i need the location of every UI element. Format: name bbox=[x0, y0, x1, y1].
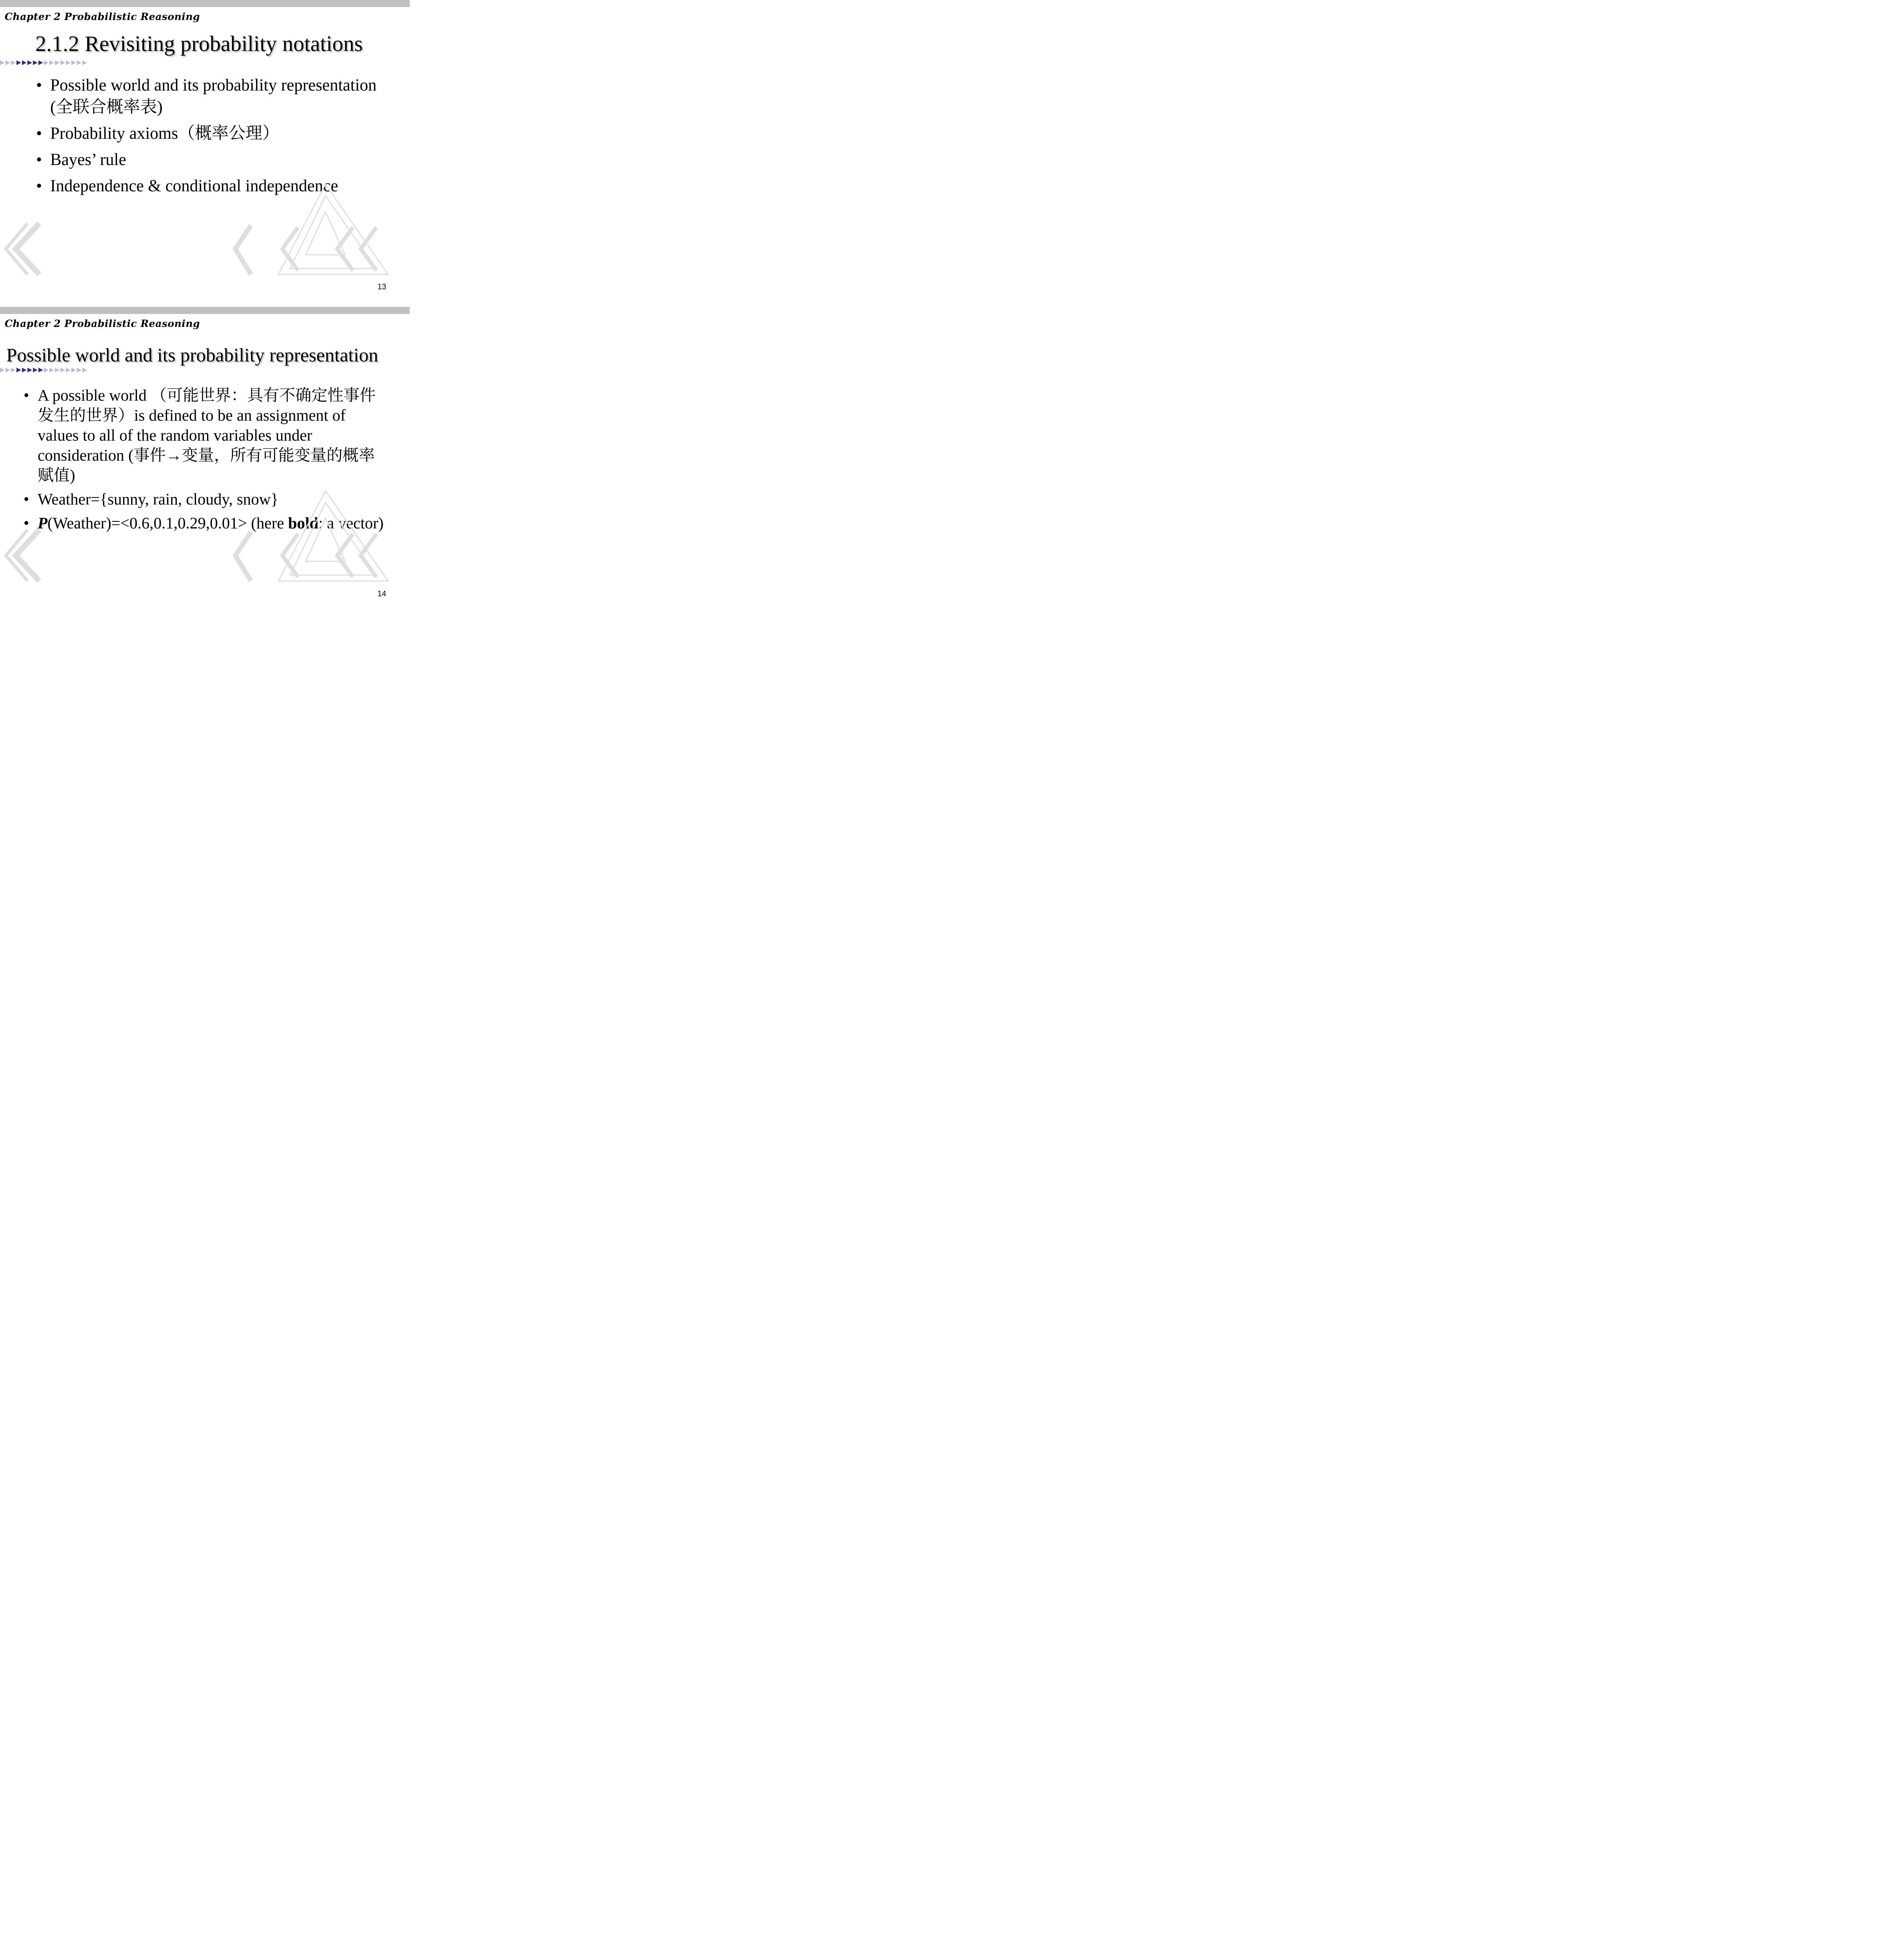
arrow-triangle-icon bbox=[66, 368, 71, 372]
bullet-item: • Weather={sunny, rain, cloudy, snow} bbox=[24, 490, 279, 508]
bullet-item: • Bayes’ rule bbox=[36, 151, 126, 169]
arrow-triangle-icon bbox=[71, 368, 76, 372]
arrow-triangle-icon bbox=[66, 60, 71, 65]
arrow-triangle-icon bbox=[60, 60, 65, 65]
bullet-list bbox=[36, 74, 395, 201]
bullet-item: • Probability axioms（概率公理） bbox=[36, 124, 280, 143]
bullet-item: • A possible world （可能世界：具有不确定性事件发生的世界）is defined to be an assignment of values to all of the random variables under consideration (事件→变量，所有可能变量的概率赋值) bbox=[24, 386, 376, 484]
arrow-bar-decoration bbox=[0, 367, 90, 373]
arrow-triangle-icon bbox=[27, 368, 32, 372]
arrow-triangle-icon bbox=[44, 60, 49, 65]
chapter-header: Chapter 2 Probabilistic Reasoning bbox=[5, 318, 200, 329]
arrow-triangle-icon bbox=[5, 60, 10, 65]
bullet-item: • P(Weather)=<0.6,0.1,0.29,0.01> (here bold: a vector) bbox=[24, 514, 384, 532]
arrow-triangle-icon bbox=[77, 368, 82, 372]
arrow-bar-decoration bbox=[0, 60, 90, 66]
arrow-triangle-icon bbox=[38, 368, 43, 372]
page-number: 14 bbox=[377, 590, 386, 598]
arrow-triangle-icon bbox=[49, 368, 54, 372]
arrow-triangle-icon bbox=[0, 60, 5, 65]
slide-top-bar bbox=[0, 0, 410, 7]
arrow-triangle-icon bbox=[77, 60, 82, 65]
arrow-triangle-icon bbox=[38, 60, 43, 65]
page-number: 13 bbox=[377, 283, 386, 291]
arrow-triangle-icon bbox=[22, 60, 27, 65]
arrow-triangle-icon bbox=[16, 368, 21, 372]
arrow-triangle-icon bbox=[82, 368, 87, 372]
bullet-item: • Possible world and its probability representation (全联合概率表) bbox=[36, 76, 377, 116]
arrow-triangle-icon bbox=[44, 368, 49, 372]
arrow-triangle-icon bbox=[16, 60, 21, 65]
arrow-triangle-icon bbox=[27, 60, 32, 65]
arrow-triangle-icon bbox=[5, 368, 10, 372]
arrow-triangle-icon bbox=[33, 368, 38, 372]
arrow-triangle-icon bbox=[0, 368, 5, 372]
arrow-triangle-icon bbox=[49, 60, 54, 65]
slide-title: Possible world and its probability representation bbox=[6, 344, 378, 366]
arrow-triangle-icon bbox=[55, 60, 60, 65]
arrow-triangle-icon bbox=[33, 60, 38, 65]
slide-13 bbox=[0, 0, 410, 307]
arrow-triangle-icon bbox=[55, 368, 60, 372]
arrow-triangle-icon bbox=[82, 60, 87, 65]
arrow-triangle-icon bbox=[60, 368, 65, 372]
chapter-header: Chapter 2 Probabilistic Reasoning bbox=[5, 11, 200, 22]
bullet-item: • Independence & conditional independence bbox=[36, 177, 338, 195]
slide-title: 2.1.2 Revisiting probability notations bbox=[35, 32, 363, 56]
arrow-triangle-icon bbox=[71, 60, 76, 65]
watermark-logo bbox=[0, 483, 410, 601]
arrow-triangle-icon bbox=[11, 368, 16, 372]
slide-top-bar bbox=[0, 307, 410, 314]
arrow-triangle-icon bbox=[11, 60, 16, 65]
arrow-triangle-icon bbox=[22, 368, 27, 372]
